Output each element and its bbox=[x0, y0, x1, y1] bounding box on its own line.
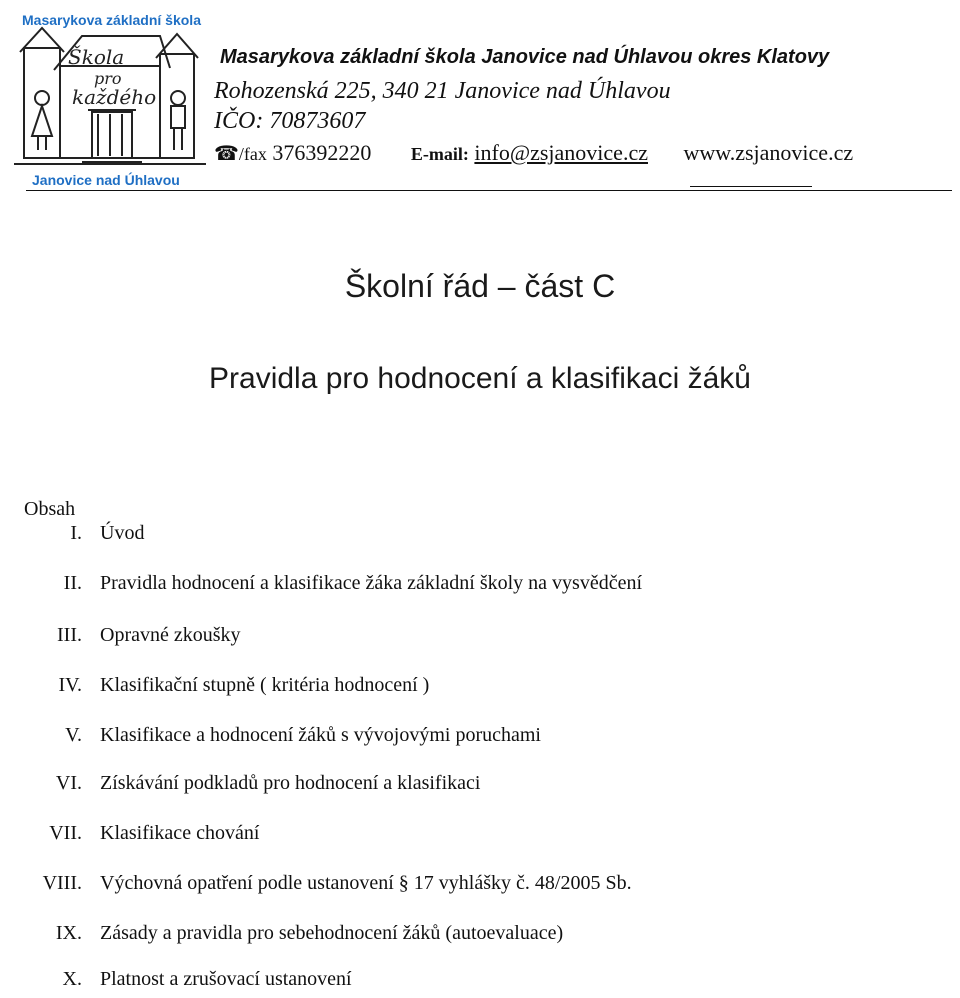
fax-label: /fax bbox=[238, 144, 267, 164]
contact-line bbox=[214, 140, 853, 166]
toc-item-number: II. bbox=[63, 572, 82, 594]
school-address: Rohozenská 225, 340 21 Janovice nad Úhlavou bbox=[214, 78, 671, 104]
toc-item bbox=[0, 772, 960, 802]
toc-item-number: X. bbox=[62, 968, 82, 990]
email-label: E-mail: bbox=[410, 144, 469, 164]
document-subtitle: Pravidla pro hodnocení a klasifikaci žáků bbox=[209, 362, 751, 395]
toc-item bbox=[0, 872, 960, 902]
school-building-drawing bbox=[10, 6, 210, 190]
website-link[interactable]: www.zsjanovice.cz bbox=[683, 140, 854, 165]
toc-item bbox=[0, 922, 960, 952]
toc-item-number: VIII. bbox=[42, 872, 82, 894]
toc-item-number: IV. bbox=[58, 674, 82, 696]
toc-item-number: V. bbox=[65, 724, 82, 746]
toc-item-text: Výchovná opatření podle ustanovení § 17 vyhlášky č. 48/2005 Sb. bbox=[100, 872, 632, 894]
website-underline bbox=[690, 186, 812, 187]
toc-item bbox=[0, 624, 960, 654]
svg-text:pro: pro bbox=[94, 69, 122, 88]
toc-item-number: IX. bbox=[55, 922, 82, 944]
toc-item-text: Úvod bbox=[100, 522, 145, 544]
header-divider bbox=[26, 190, 952, 191]
phone-icon: ☎ bbox=[214, 143, 239, 165]
toc-item-number: VII. bbox=[49, 822, 82, 844]
toc-item-text: Pravidla hodnocení a klasifikace žáka základní školy na vysvědčení bbox=[100, 572, 643, 594]
logo-bottom-text: Janovice nad Úhlavou bbox=[32, 172, 180, 188]
toc-item-number: VI. bbox=[55, 772, 82, 794]
toc-item-text: Platnost a zrušovací ustanovení bbox=[100, 968, 352, 990]
toc-item-number: III. bbox=[57, 624, 82, 646]
phone-number: 376392220 bbox=[272, 140, 372, 165]
school-logo bbox=[10, 6, 210, 190]
toc-item bbox=[0, 674, 960, 704]
logo-top-text: Masarykova základní škola bbox=[22, 12, 201, 28]
toc-item-number: I. bbox=[70, 522, 82, 544]
toc-item bbox=[0, 572, 960, 602]
toc-item-text: Zásady a pravidla pro sebehodnocení žáků (autoevaluace) bbox=[100, 922, 564, 944]
toc-item-text: Získávání podkladů pro hodnocení a klasifikaci bbox=[100, 772, 481, 794]
school-name: Masarykova základní škola Janovice nad Úhlavou okres Klatovy bbox=[220, 46, 830, 68]
toc-item bbox=[0, 968, 960, 998]
email-link[interactable]: info@zsjanovice.cz bbox=[474, 140, 648, 165]
svg-text:každého: každého bbox=[72, 85, 157, 109]
toc-item bbox=[0, 522, 960, 552]
toc-item-text: Opravné zkoušky bbox=[100, 624, 241, 646]
toc-item-text: Klasifikační stupně ( kritéria hodnocení ) bbox=[100, 674, 430, 696]
svg-text:Škola: Škola bbox=[68, 45, 125, 69]
toc-item-text: Klasifikace chování bbox=[100, 822, 260, 844]
toc-item bbox=[0, 822, 960, 852]
toc-item-text: Klasifikace a hodnocení žáků s vývojovými poruchami bbox=[100, 724, 541, 746]
school-ico: IČO: 70873607 bbox=[214, 108, 366, 134]
document-title: Školní řád – část C bbox=[344, 268, 616, 304]
toc-heading: Obsah bbox=[24, 498, 76, 520]
toc-item bbox=[0, 724, 960, 754]
